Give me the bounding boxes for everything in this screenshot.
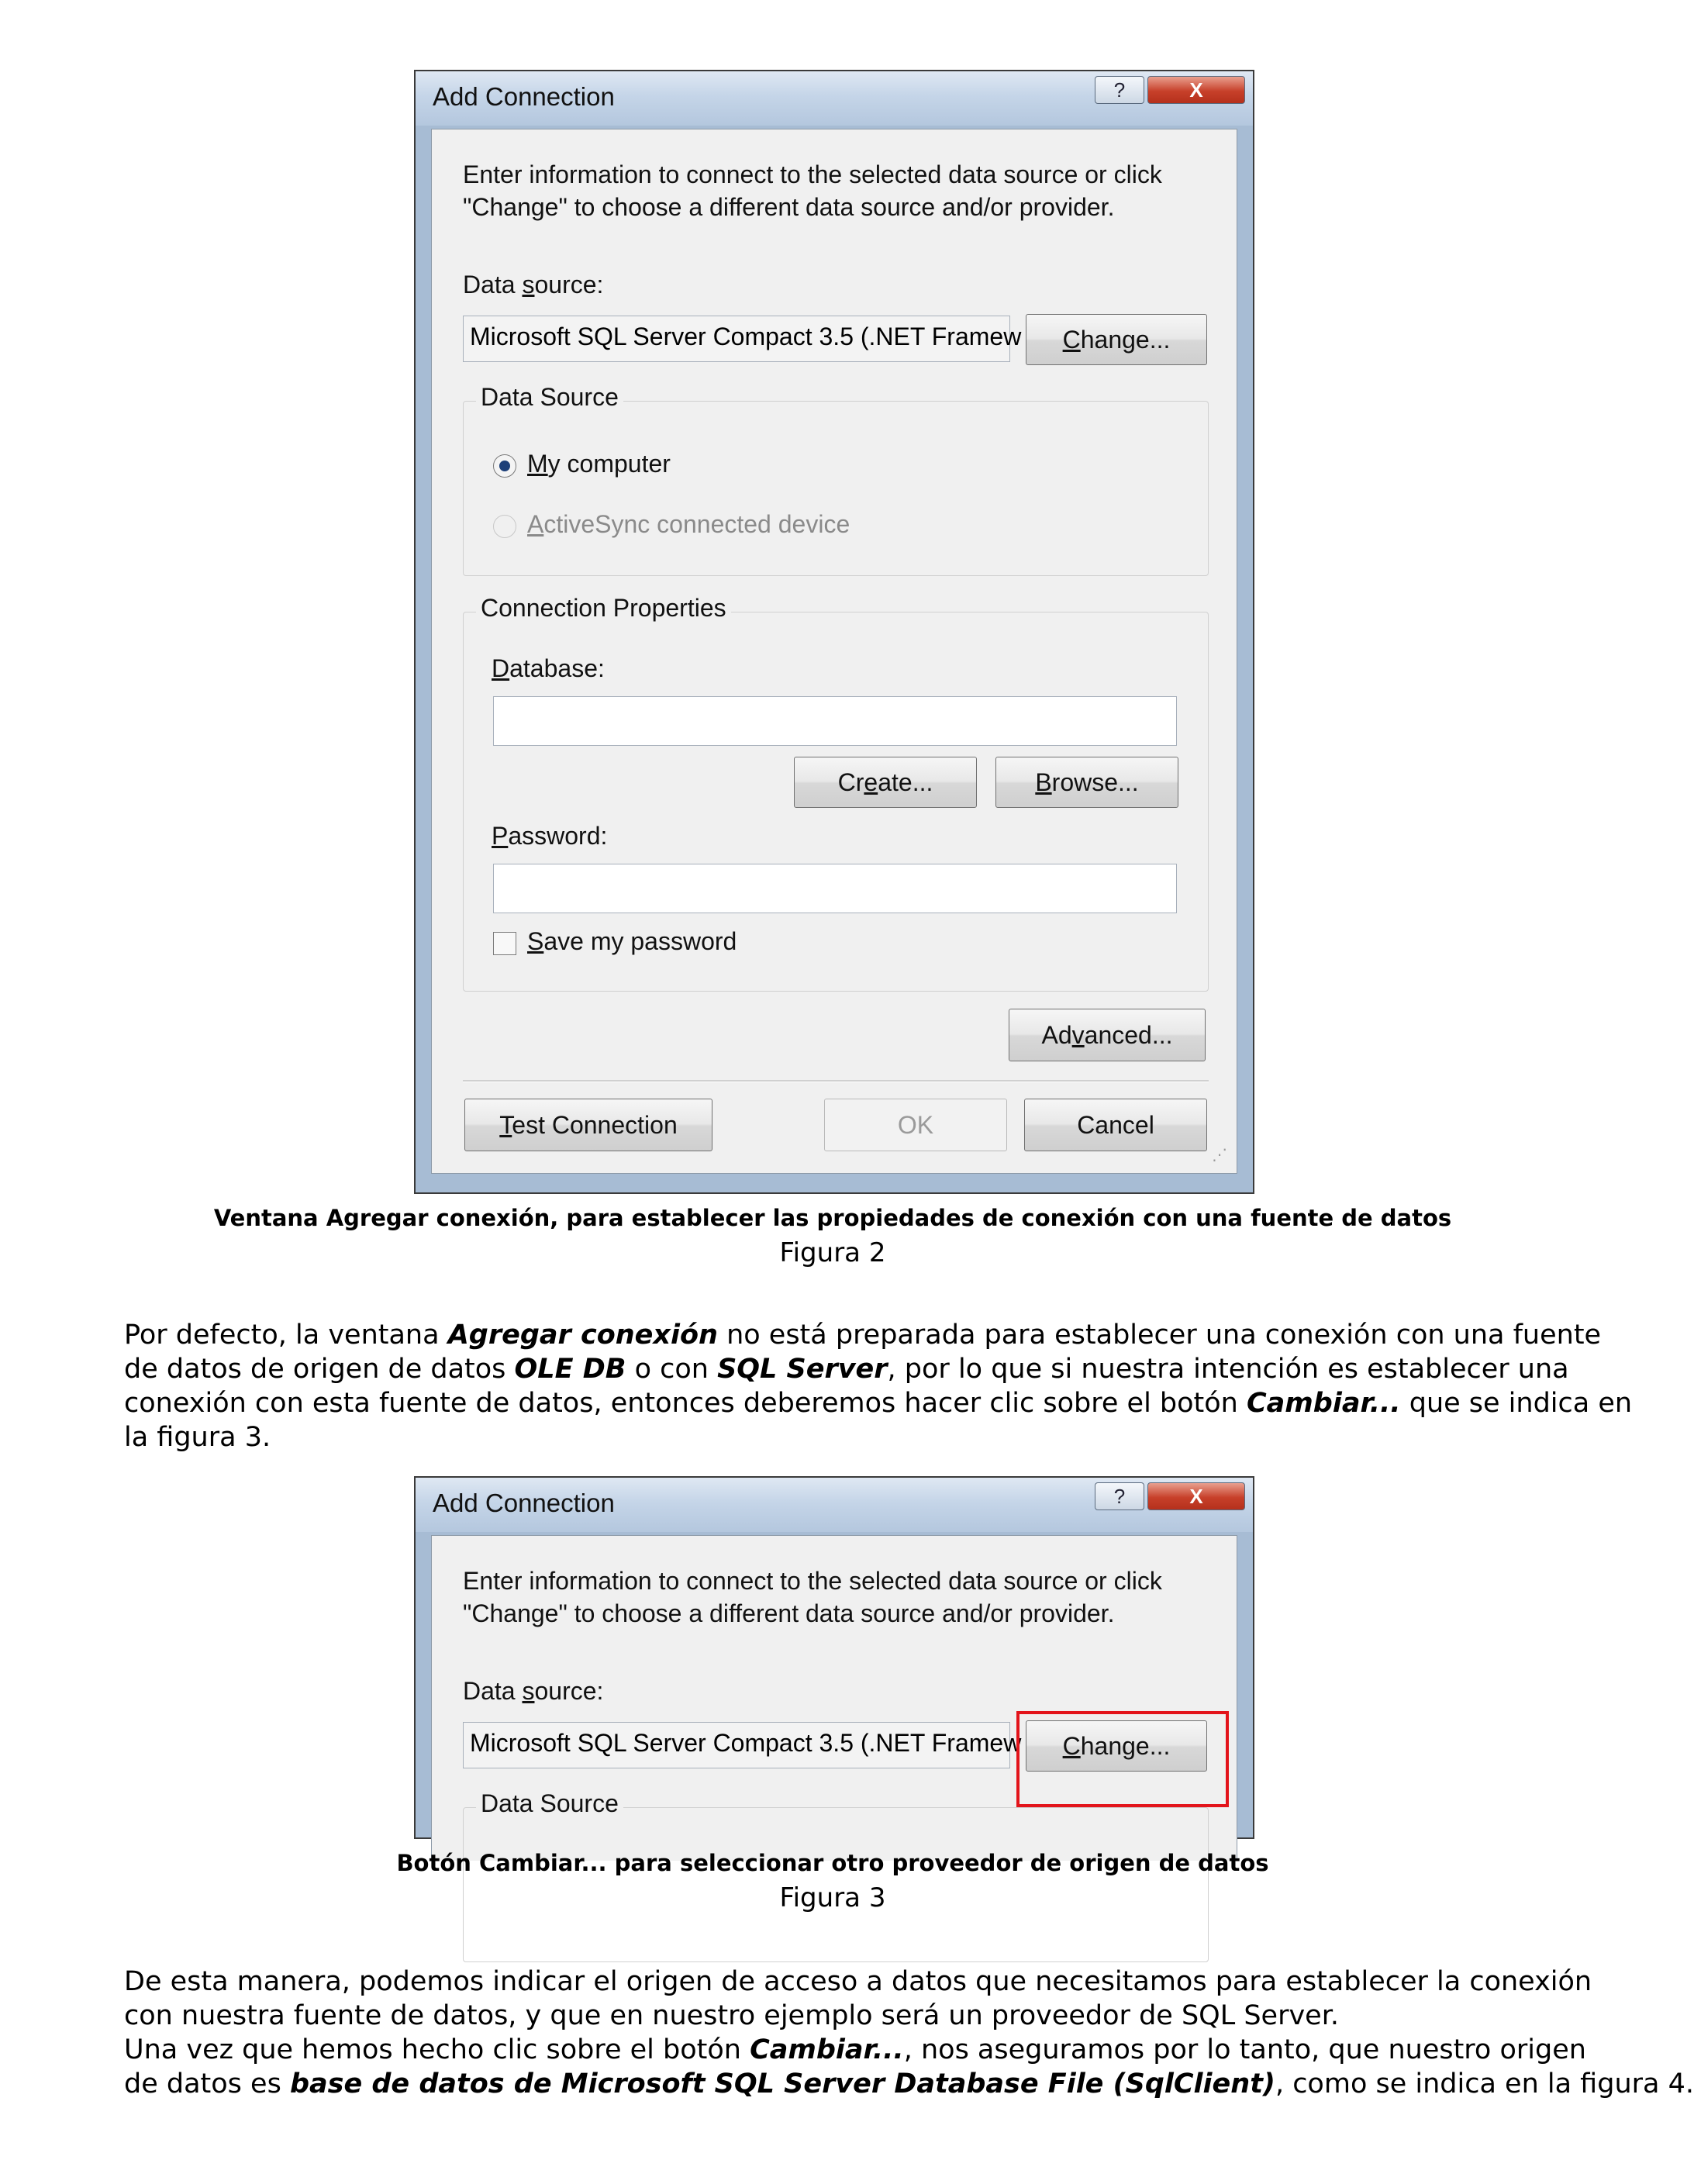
figure-2-label: Figura 2 (779, 1237, 886, 1268)
change-button-highlight (1016, 1711, 1229, 1807)
data-source-field-2[interactable] (463, 1722, 1022, 1768)
browse-button[interactable]: Browse... (995, 757, 1178, 808)
intro-text-line1: Enter information to connect to the selected data source or click (463, 160, 1162, 188)
intro-text-line1-2: Enter information to connect to the selected data source or click (463, 1567, 1162, 1595)
figure-3-label: Figura 3 (779, 1882, 886, 1913)
close-icon: X (1189, 78, 1203, 102)
title-bar-2[interactable] (416, 1478, 1253, 1532)
paragraph-2-line-1: De esta manera, podemos indicar el origen de acceso a datos que necesitamos para establecer la conexión (124, 1966, 1592, 1997)
my-computer-label[interactable]: My computer (527, 450, 671, 478)
paragraph-1-line-3: conexión con esta fuente de datos, entonces deberemos hacer clic sobre el botón Cambiar... que se indica en (124, 1388, 1633, 1419)
data-source-label-2: Data source: (463, 1677, 604, 1705)
close-button-2[interactable] (1147, 1482, 1245, 1510)
connection-properties-group (463, 594, 1209, 992)
database-input[interactable] (493, 696, 1177, 746)
resize-grip-icon[interactable]: ⋰ (1212, 1147, 1227, 1164)
save-password-checkbox[interactable] (493, 932, 516, 955)
advanced-button[interactable]: Advanced... (1009, 1009, 1206, 1061)
radio-selected-dot (499, 461, 510, 471)
intro-text-line2-2: "Change" to choose a different data source and/or provider. (463, 1599, 1115, 1627)
ok-button[interactable]: OK (824, 1099, 1007, 1151)
paragraph-1-line-4: la figura 3. (124, 1422, 271, 1453)
database-label: Database: (492, 654, 605, 682)
save-password-label[interactable]: Save my password (527, 927, 737, 955)
activesync-radio[interactable] (493, 515, 516, 538)
caption-figure-2: Ventana Agregar conexión, para establecer las propiedades de conexión con una fuente de datos (213, 1205, 1452, 1231)
data-source-group (463, 383, 1209, 576)
connection-properties-group-title: Connection Properties (476, 594, 731, 623)
cancel-button[interactable]: Cancel (1024, 1099, 1207, 1151)
help-button-2[interactable] (1095, 1482, 1144, 1510)
test-connection-button[interactable]: Test Connection (464, 1099, 712, 1151)
dialog-title: Add Connection (433, 82, 615, 111)
data-source-group-title: Data Source (476, 383, 623, 412)
help-icon: ? (1113, 78, 1126, 102)
intro-text-line2: "Change" to choose a different data source and/or provider. (463, 193, 1115, 221)
paragraph-2-line-3: Una vez que hemos hecho clic sobre el botón Cambiar..., nos aseguramos por lo tanto, que nuestro origen (124, 2034, 1586, 2065)
paragraph-2-line-2: con nuestra fuente de datos, y que en nuestro ejemplo será un proveedor de SQL Server. (124, 2000, 1340, 2031)
close-button[interactable] (1147, 76, 1245, 104)
paragraph-1 (124, 1318, 1633, 1454)
password-label: Password: (492, 822, 608, 850)
data-source-value: Microsoft SQL Server Compact 3.5 (.NET Framew (470, 323, 1022, 350)
data-source-value-2: Microsoft SQL Server Compact 3.5 (.NET Framew (470, 1729, 1022, 1757)
data-source-field[interactable] (463, 316, 1022, 362)
paragraph-1-line-2: de datos de origen de datos OLE DB o con SQL Server, por lo que si nuestra intención es establecer una (124, 1354, 1569, 1385)
caption-figure-3: Botón Cambiar... para seleccionar otro proveedor de origen de datos (396, 1850, 1269, 1876)
close-icon: X (1189, 1485, 1203, 1508)
create-button[interactable]: Create... (794, 757, 977, 808)
dialog-title-2: Add Connection (433, 1489, 615, 1517)
dialog-client-area-2 (431, 1535, 1237, 1861)
paragraph-1-line-1: Por defecto, la ventana Agregar conexión no está preparada para establecer una conexión con una fuente (124, 1320, 1602, 1351)
help-icon: ? (1113, 1485, 1126, 1508)
change-button[interactable]: Change... (1026, 314, 1207, 365)
activesync-label[interactable]: ActiveSync connected device (527, 510, 850, 538)
help-button[interactable] (1095, 76, 1144, 104)
title-bar[interactable] (416, 71, 1253, 126)
data-source-label: Data source: (463, 271, 604, 298)
data-source-group-title-2: Data Source (476, 1789, 623, 1818)
password-input[interactable] (493, 864, 1177, 913)
paragraph-2 (124, 1965, 1694, 2101)
add-connection-dialog-cropped (414, 1476, 1254, 1839)
my-computer-radio[interactable] (493, 454, 516, 478)
dialog-client-area (431, 129, 1237, 1174)
change-button-2[interactable]: Change... (1026, 1720, 1207, 1772)
paragraph-2-line-4: de datos es base de datos de Microsoft SQL Server Database File (SqlClient), como se indica en la figura 4. (124, 2068, 1694, 2099)
footer-separator (463, 1080, 1209, 1082)
add-connection-dialog (414, 70, 1254, 1194)
